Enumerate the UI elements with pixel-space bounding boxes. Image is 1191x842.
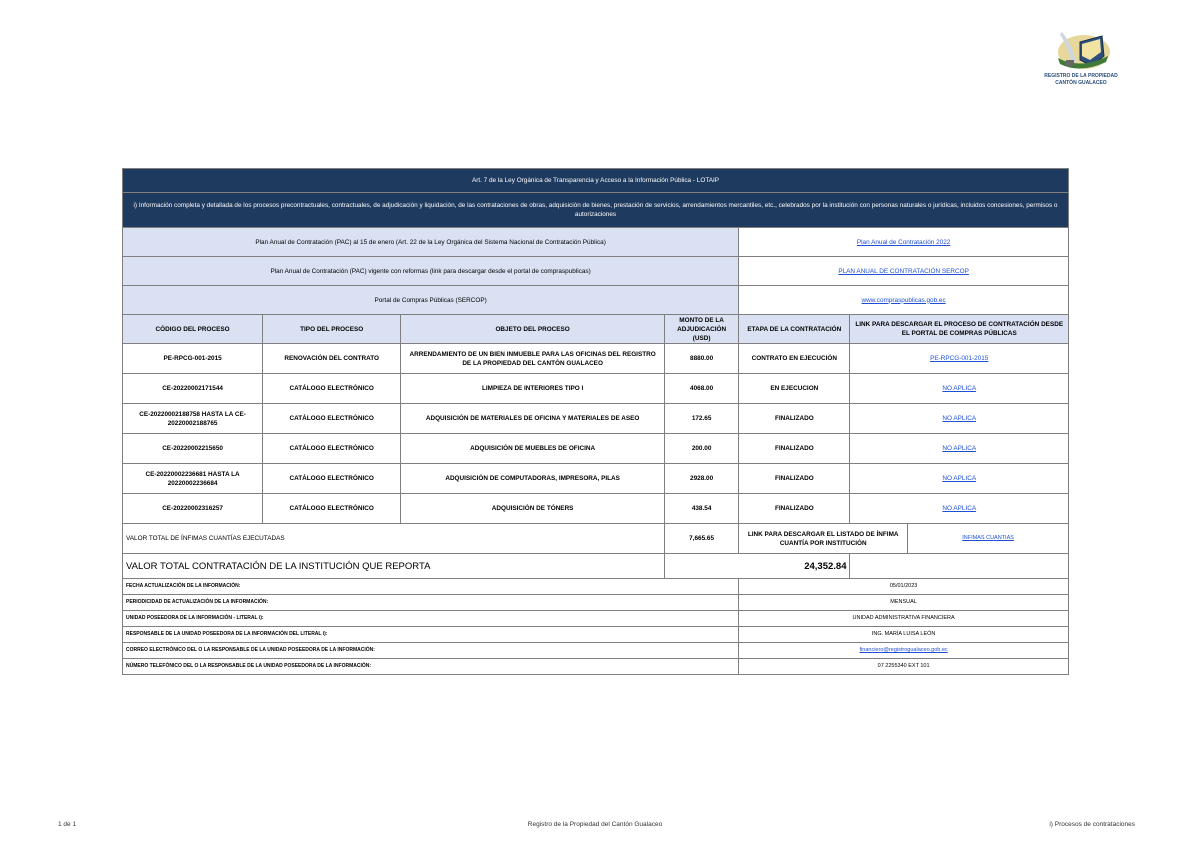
cell-objeto: ADQUISICIÓN DE MUEBLES DE OFICINA [401,434,665,464]
info-row [123,627,1069,643]
total-value: 24,352.84 [665,554,850,579]
pac-label: Plan Anual de Contratación (PAC) al 15 de enero (Art. 22 de la Ley Orgánica del Sistema Nacional de Contratación Pública) [123,228,739,257]
column-header: MONTO DE LA ADJUDICACIÓN (USD) [665,315,739,344]
footer-right: i) Procesos de contrataciones [1049,821,1135,828]
info-label: RESPONSABLE DE LA UNIDAD POSEEDORA DE LA INFORMACIÓN DEL LITERAL i): [123,627,739,643]
infimas-row [123,524,1069,554]
transparency-table [122,168,1069,675]
process-link[interactable]: NO APLICA [942,475,977,482]
column-header: LINK PARA DESCARGAR EL PROCESO DE CONTRATACIÓN DESDE EL PORTAL DE COMPRAS PÚBLICAS [850,315,1069,344]
info-value: ING. MARÍA LUISA LEÓN [739,627,1069,643]
total-row [123,554,1069,579]
pac-row [123,286,1069,315]
infimas-value: 7,665.65 [665,524,739,554]
infimas-link-cell [908,524,1069,554]
pac-link[interactable]: www.compraspublicas.gob.ec [861,296,946,304]
table-row [123,344,1069,374]
cell-monto: 4068.00 [665,374,739,404]
total-empty [850,554,1069,579]
info-label: UNIDAD POSEEDORA DE LA INFORMACIÓN - LITERAL i): [123,611,739,627]
pac-link[interactable]: PLAN ANUAL DE CONTRATACIÓN SERCOP [838,267,969,275]
process-link[interactable]: NO APLICA [942,385,977,392]
info-row [123,659,1069,675]
cell-etapa: EN EJECUCION [739,374,850,404]
cell-codigo: CE-20220002188758 HASTA LA CE-20220002188765 [123,404,263,434]
table-title: Art. 7 de la Ley Orgánica de Transparencia y Acceso a la Información Pública - LOTAIP [123,169,1069,193]
table-row [123,434,1069,464]
footer-center: Registro de la Propiedad del Cantón Gualaceo [527,821,663,828]
info-row [123,611,1069,627]
info-value: 05/01/2023 [739,579,1069,595]
cell-monto: 438.54 [665,494,739,524]
table-row [123,494,1069,524]
pac-label: Portal de Compras Públicas (SERCOP) [123,286,739,315]
cell-objeto: LIMPIEZA DE INTERIORES TIPO I [401,374,665,404]
logo-line-2: CANTÓN GUALACEO [1055,79,1107,86]
table-row [123,464,1069,494]
pac-row [123,228,1069,257]
cell-tipo: CATÁLOGO ELECTRÓNICO [263,434,401,464]
cell-codigo: PE-RPCG-001-2015 [123,344,263,374]
cell-tipo: CATÁLOGO ELECTRÓNICO [263,464,401,494]
column-header: TIPO DEL PROCESO [263,315,401,344]
cell-etapa: FINALIZADO [739,434,850,464]
cell-objeto: ADQUISICIÓN DE MATERIALES DE OFICINA Y MATERIALES DE ASEO [401,404,665,434]
cell-tipo: CATÁLOGO ELECTRÓNICO [263,404,401,434]
cell-objeto: ADQUISICIÓN DE TÓNERS [401,494,665,524]
infimas-link-label: LINK PARA DESCARGAR EL LISTADO DE ÍNFIMA CUANTÍA POR INSTITUCIÓN [739,524,908,554]
info-value: MENSUAL [739,595,1069,611]
info-value-cell [739,643,1069,659]
cell-codigo: CE-20220002316257 [123,494,263,524]
cell-codigo: CE-20220002236681 HASTA LA 20220002236684 [123,464,263,494]
column-header: OBJETO DEL PROCESO [401,315,665,344]
pac-cell [739,286,1069,315]
table-row [123,374,1069,404]
cell-monto: 200.00 [665,434,739,464]
info-value: 07 2255340 EXT 101 [739,659,1069,675]
table-row [123,404,1069,434]
cell-monto: 8880.00 [665,344,739,374]
cell-codigo: CE-20220002215650 [123,434,263,464]
logo-line-1: REGISTRO DE LA PROPIEDAD [1044,73,1118,79]
cell-objeto: ADQUISICIÓN DE COMPUTADORAS, IMPRESORA, PILAS [401,464,665,494]
process-link[interactable]: NO APLICA [942,445,977,452]
cell-etapa: FINALIZADO [739,494,850,524]
info-row [123,579,1069,595]
total-label: VALOR TOTAL CONTRATACIÓN DE LA INSTITUCIÓN QUE REPORTA [123,554,665,579]
pac-label: Plan Anual de Contratación (PAC) vigente con reformas (link para descargar desde el portal de compraspublicas) [123,257,739,286]
footer-page: 1 de 1 [58,821,77,828]
column-header: CÓDIGO DEL PROCESO [123,315,263,344]
cell-link [850,494,1069,524]
cell-etapa: FINALIZADO [739,404,850,434]
info-row [123,643,1069,659]
pac-cell [739,228,1069,257]
info-label: PERIODICIDAD DE ACTUALIZACIÓN DE LA INFORMACIÓN: [123,595,739,611]
cell-link [850,464,1069,494]
cell-link [850,434,1069,464]
cell-monto: 172.65 [665,404,739,434]
column-header-row [123,315,1069,344]
cell-objeto: ARRENDAMIENTO DE UN BIEN INMUEBLE PARA LAS OFICINAS DEL REGISTRO DE LA PROPIEDAD DEL CANTÓN GUALACEO [401,344,665,374]
table-subtitle: i) Información completa y detallada de los procesos precontractuales, contractuales, de adjudicación y liquidación, de las contrataciones de obras, adquisición de bienes, prestación de servicios, arrendamientos mercantiles, etc., celebrados por la institución con personas naturales o jurídicas, incluidos concesiones, permisos o autorizaciones [123,193,1069,228]
cell-link [850,404,1069,434]
email-link[interactable]: financiero@registrogualaceo.gob.ec [859,647,948,653]
cell-tipo: RENOVACIÓN DEL CONTRATO [263,344,401,374]
info-label: CORREO ELECTRÓNICO DEL O LA RESPONSABLE DE LA UNIDAD POSEEDORA DE LA INFORMACIÓN: [123,643,739,659]
cell-etapa: CONTRATO EN EJECUCIÓN [739,344,850,374]
pac-link[interactable]: Plan Anual de Contratación 2022 [856,238,951,246]
pac-row [123,257,1069,286]
infimas-label: VALOR TOTAL DE ÍNFIMAS CUANTÍAS EJECUTADAS [123,524,665,554]
cell-codigo: CE-20220002171544 [123,374,263,404]
process-link[interactable]: NO APLICA [942,415,977,422]
cell-link [850,344,1069,374]
info-row [123,595,1069,611]
info-label: NÚMERO TELEFÓNICO DEL O LA RESPONSABLE DE LA UNIDAD POSEEDORA DE LA INFORMACIÓN: [123,659,739,675]
cell-link [850,374,1069,404]
logo-caption [1040,73,1122,86]
cell-etapa: FINALIZADO [739,464,850,494]
process-link[interactable]: PE-RPCG-001-2015 [930,355,989,362]
column-header: ETAPA DE LA CONTRATACIÓN [739,315,850,344]
pac-cell [739,257,1069,286]
process-link[interactable]: NO APLICA [942,505,977,512]
cell-tipo: CATÁLOGO ELECTRÓNICO [263,374,401,404]
cell-tipo: CATÁLOGO ELECTRÓNICO [263,494,401,524]
info-label: FECHA ACTUALIZACIÓN DE LA INFORMACIÓN: [123,579,739,595]
cell-monto: 2928.00 [665,464,739,494]
info-value: UNIDAD ADMINISTRATIVA FINANCIERA [739,611,1069,627]
infimas-link[interactable]: INFIMAS CUANTIAS [962,535,1014,541]
